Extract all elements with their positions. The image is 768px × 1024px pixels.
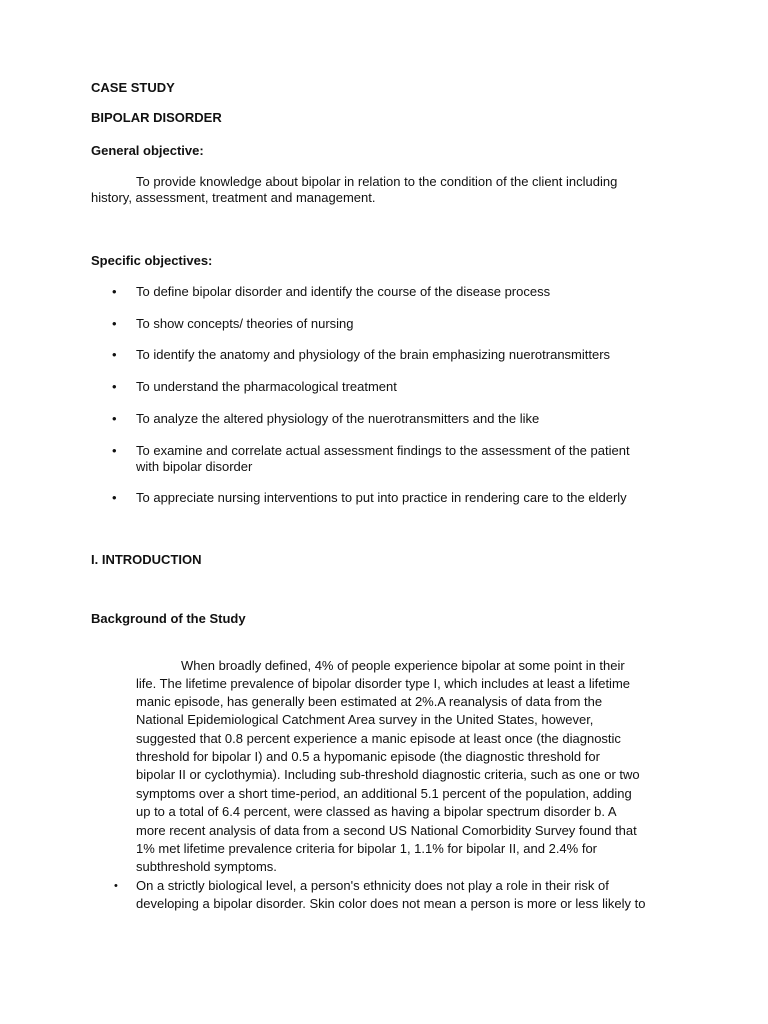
bullet-icon: • [112,284,117,299]
bullet-icon: • [112,379,117,394]
objective-text: To show concepts/ theories of nursing [136,316,354,331]
bullet-icon: • [112,347,117,362]
paragraph-line: National Epidemiological Catchment Area survey in the United States, however, [136,712,594,727]
paragraph-line: more recent analysis of data from a second US National Comorbidity Survey found that [136,823,637,838]
paragraph-line: bipolar II or cyclothymia). Including sub-threshold diagnostic criteria, such as one or two [136,767,640,782]
paragraph-line: symptoms over a short time-period, an additional 5.1 percent of the population, adding [136,786,632,801]
general-objective-heading: General objective: [91,143,204,158]
bullet-icon: • [112,443,117,458]
objective-text: To identify the anatomy and physiology of the brain emphasizing nuerotransmitters [136,347,611,362]
background-heading: Background of the Study [91,611,246,626]
objective-text: To define bipolar disorder and identify the course of the disease process [136,284,551,299]
objective-text: To examine and correlate actual assessment findings to the assessment of the patient [136,443,630,458]
general-objective-line-2: history, assessment, treatment and management. [91,190,376,205]
paragraph-line: On a strictly biological level, a person's ethnicity does not play a role in their risk of [136,878,609,893]
paragraph-line: threshold for bipolar I) and 0.5 a hypomanic episode (the diagnostic threshold for [136,749,600,764]
paragraph-line: When broadly defined, 4% of people experience bipolar at some point in their [181,658,625,673]
paragraph-line: 1% met lifetime prevalence criteria for bipolar 1, 1.1% for bipolar II, and 2.4% for [136,841,597,856]
small-bullet-icon: • [114,880,118,892]
objective-text: To analyze the altered physiology of the nuerotransmitters and the like [136,411,540,426]
paragraph-line: suggested that 0.8 percent experience a manic episode at least once (the diagnostic [136,731,621,746]
paragraph-line: developing a bipolar disorder. Skin color does not mean a person is more or less likely to [136,896,646,911]
objective-text: To understand the pharmacological treatment [136,379,397,394]
paragraph-line: manic episode, has generally been estimated at 2%.A reanalysis of data from the [136,694,603,709]
introduction-heading: I. INTRODUCTION [91,552,202,567]
bullet-icon: • [112,490,117,505]
objective-text-continuation: with bipolar disorder [136,459,253,474]
paragraph-line: up to a total of 6.4 percent, were classed as having a bipolar spectrum disorder b. A [136,804,617,819]
paragraph-line: subthreshold symptoms. [136,859,277,874]
doc-subtitle: BIPOLAR DISORDER [91,110,222,125]
general-objective-line-1: To provide knowledge about bipolar in relation to the condition of the client including [136,174,618,189]
paragraph-line: life. The lifetime prevalence of bipolar disorder type I, which includes at least a lifetime [136,676,631,691]
bullet-icon: • [112,411,117,426]
bullet-icon: • [112,316,117,331]
specific-objectives-heading: Specific objectives: [91,253,213,268]
objective-text: To appreciate nursing interventions to put into practice in rendering care to the elderly [136,490,627,505]
doc-title: CASE STUDY [91,80,175,95]
